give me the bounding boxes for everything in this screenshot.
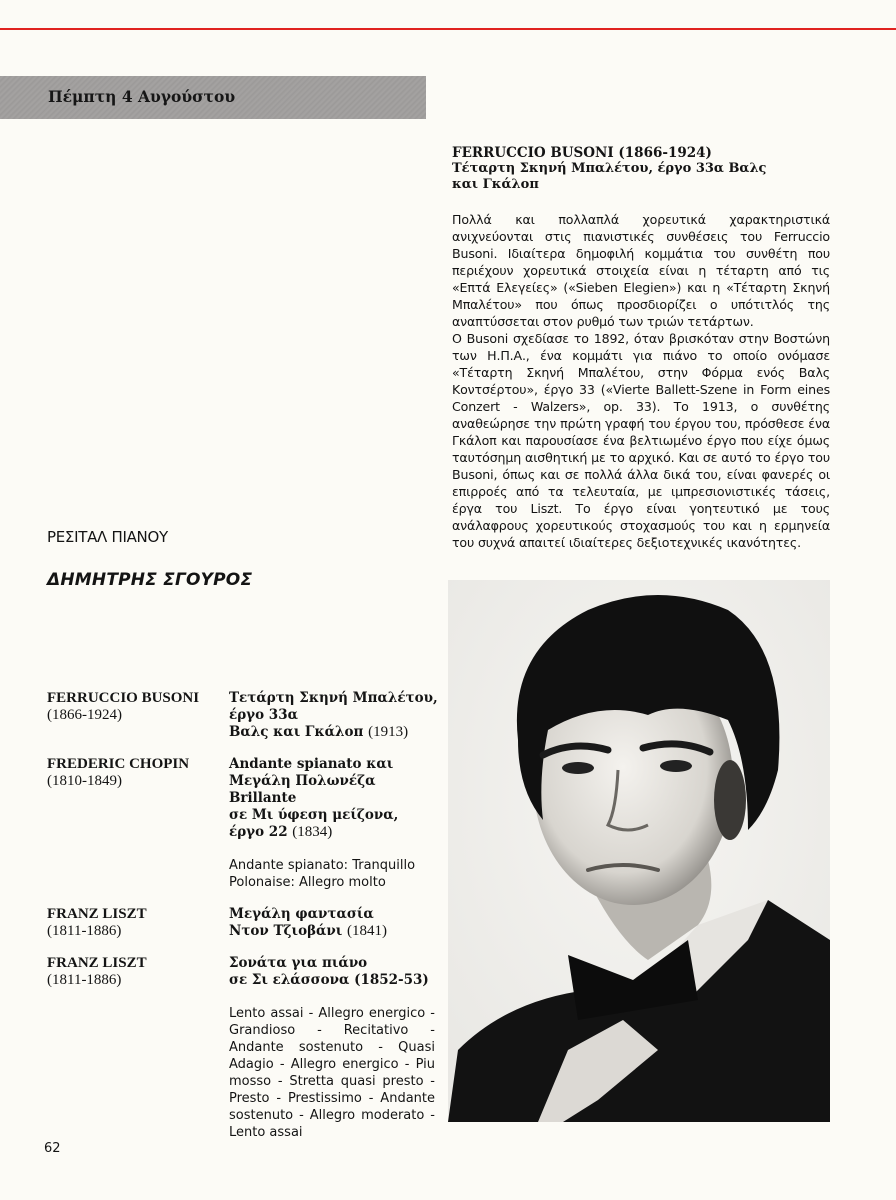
work-title-line: Μεγάλη φαντασία [229, 906, 374, 922]
movement: Andante spianato: Tranquillo [229, 858, 416, 873]
article [452, 145, 830, 551]
date-banner [0, 76, 426, 119]
movement: Polonaise: Allegro molto [229, 875, 386, 890]
work-title-line: Βαλς και Γκάλοπ [229, 724, 364, 740]
composer-dates: (1866-1924) [47, 707, 122, 723]
article-paragraph: Ο Busoni σχεδίασε το 1892, όταν βρισκόταν στην Βοστώνη των Η.Π.Α., ένα κομμάτι για πιάνο το οποίο ονόμασε «Τέταρτη Σκηνή Μπαλέτου, στην Φόρμα ενός Βαλς Κοντσέρτου», έργο 33 («Vierte Ballett-Szene in Form eines Conzert - Walzers», op. 33). Το 1913, ο συνθέτης αναθεώρησε την πρώτη γραφή του έργου του, πρόσθεσε ένα Γκάλοπ και παρουσίασε ένα βελτιωμένο έργο που είχε όμως ταυτόσημη αισθητική με το αρχικό. Και σε αυτό το έργο του Busoni, όπως και σε πολλά άλλα δικά του, είναι φανερές οι επιρροές από τα τελευταία, με ιμπρεσιονιστικές τάσεις, έργα του Liszt. Το έργο είναι γοητευτικό με τους ανάλαφρους χορευτικούς στοχασμούς του και η ερμηνεία του συχνά απαιτεί ιδιαίτερες δεξιοτεχνικές ικανότητες. [452, 331, 830, 550]
movements [229, 857, 442, 891]
work-title-line: σε Σι ελάσσονα (1852-53) [229, 972, 429, 988]
composer-dates: (1810-1849) [47, 773, 122, 789]
program-item [47, 906, 442, 940]
work-year: (1834) [292, 824, 333, 840]
work-title-line: Andante spianato και [229, 756, 394, 772]
work-title-line: Ντον Τζιοβάνι [229, 923, 343, 939]
portrait-illustration [448, 580, 830, 1122]
top-red-rule [0, 28, 896, 30]
composer-dates: (1811-1886) [47, 923, 122, 939]
composer-name: FRANZ LISZT [47, 955, 147, 971]
composer-name: FREDERIC CHOPIN [47, 756, 190, 772]
work-title-line: έργο 33α [229, 707, 298, 723]
work-title-line: Μεγάλη Πολωνέζα Brillante [229, 773, 376, 806]
work-title-line: Σονάτα για πιάνο [229, 955, 368, 971]
program-item [47, 955, 442, 1141]
work-year: (1841) [347, 923, 388, 939]
movements: Lento assai - Allegro energico - Grandioso - Recitativo - Andante sostenuto - Quasi Adagio - Allegro energico - Piu mosso - Stretta quasi presto - Presto - Prestissimo - Andante sostenuto - Allegro moderato - Lento assai [229, 1006, 435, 1140]
page-number: 62 [44, 1141, 61, 1156]
pianist-portrait-photo [448, 580, 830, 1122]
recital-label: ΡΕΣΙΤΑΛ ΠΙΑΝΟΥ [47, 528, 168, 546]
program-list [47, 690, 442, 1156]
composer-name: FERRUCCIO BUSONI [47, 690, 200, 706]
composer-name: FRANZ LISZT [47, 906, 147, 922]
program-item [47, 756, 442, 891]
article-composer: FERRUCCIO BUSONI (1866-1924) [452, 145, 712, 161]
work-title-line: Τετάρτη Σκηνή Μπαλέτου, [229, 690, 438, 706]
composer-dates: (1811-1886) [47, 972, 122, 988]
date-heading: Πέμπτη 4 Αυγούστου [48, 87, 236, 106]
work-title-line: έργο 22 [229, 824, 288, 840]
work-title-line: σε Μι ύφεση μείζονα, [229, 807, 399, 823]
article-body [452, 211, 830, 551]
program-item [47, 690, 442, 741]
article-title: Τέταρτη Σκηνή Μπαλέτου, έργο 33α Βαλς και Γκάλοπ [452, 161, 767, 192]
article-paragraph: Πολλά και πολλαπλά χορευτικά χαρακτηριστικά ανιχνεύονται στις πιανιστικές συνθέσεις του Ferruccio Busoni. Ιδιαίτερα δημοφιλή κομμάτια του συνθέτη που περιέχουν χορευτικά στοιχεία είναι η τέταρτη από τις «Επτά Ελεγείες» («Sieben Elegien») και η «Τέταρτη Σκηνή Μπαλέτου» που όπως προσδιορίζει ο υπότιτλός της αναπτύσσεται στον ρυθμό των τριών τετάρτων. [452, 212, 830, 329]
performer-name: ΔΗΜΗΤΡΗΣ ΣΓΟΥΡΟΣ [47, 570, 253, 590]
work-year: (1913) [368, 724, 409, 740]
